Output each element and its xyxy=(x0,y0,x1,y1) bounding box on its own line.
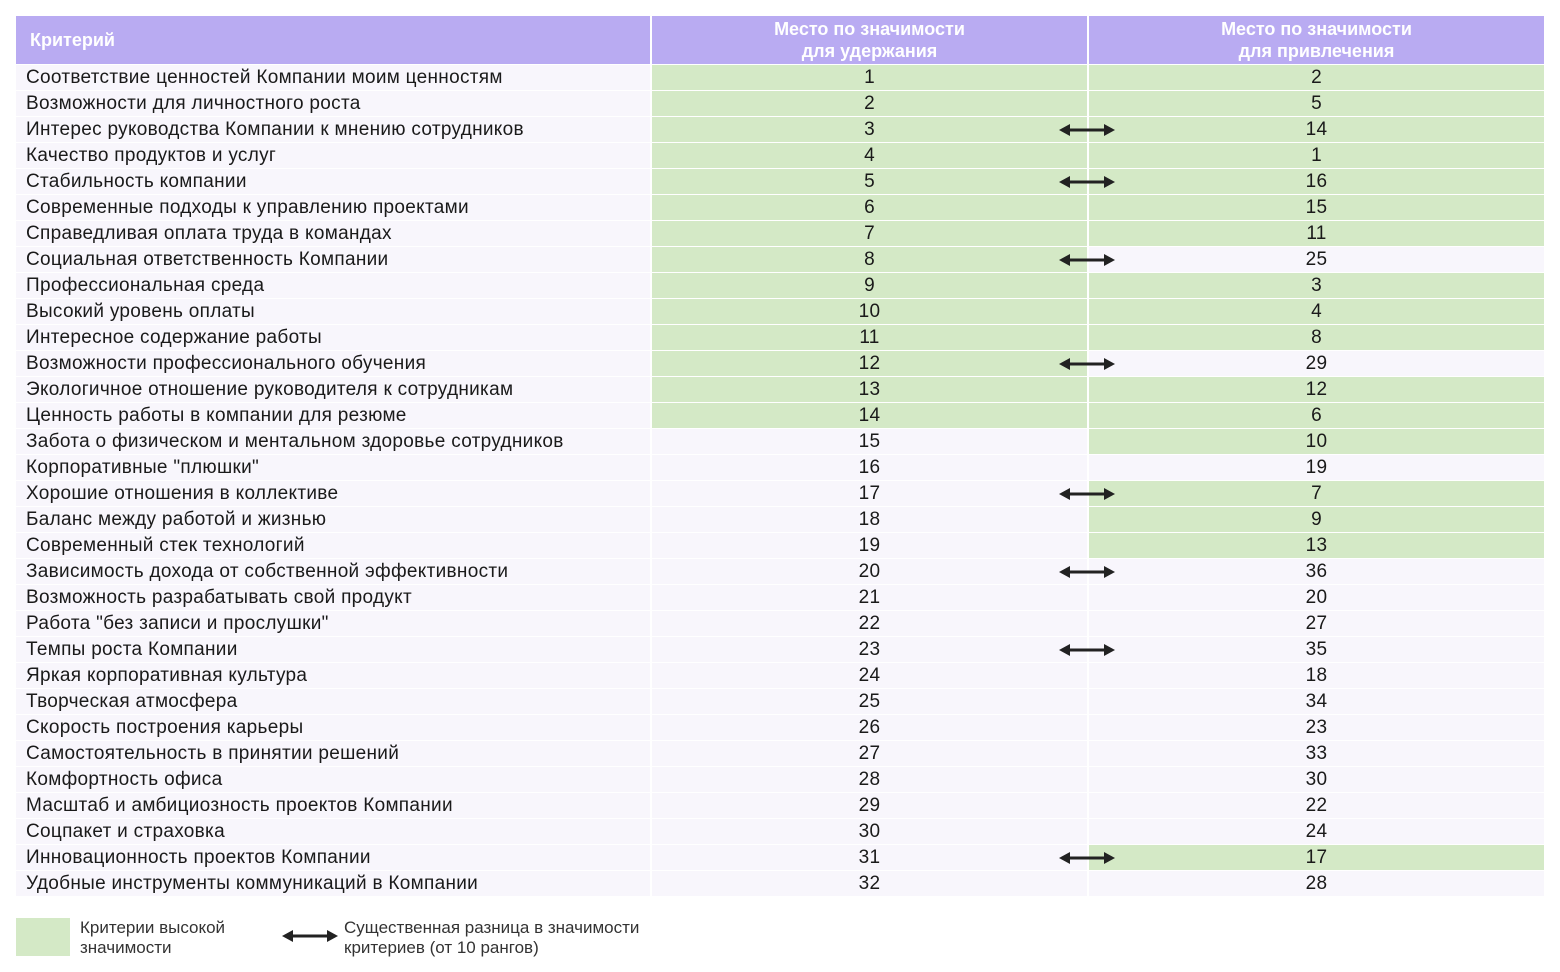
table-row xyxy=(16,818,1544,844)
attraction-rank: 5 xyxy=(1311,92,1322,114)
table-row xyxy=(16,792,1544,818)
attraction-rank: 15 xyxy=(1305,196,1328,218)
table-row xyxy=(16,168,1544,194)
attraction-rank-cell xyxy=(1087,325,1544,350)
attraction-rank: 34 xyxy=(1305,690,1328,712)
retention-rank: 13 xyxy=(650,377,1087,402)
criterion-name: Возможность разрабатывать свой продукт xyxy=(16,585,650,610)
header-attraction xyxy=(1087,16,1544,64)
attraction-rank-cell xyxy=(1087,481,1544,506)
attraction-rank: 12 xyxy=(1305,378,1328,400)
criterion-name: Хорошие отношения в коллективе xyxy=(16,481,650,506)
criterion-name: Социальная ответственность Компании xyxy=(16,247,650,272)
header-retention-line2: для удержания xyxy=(801,41,938,61)
attraction-rank-cell xyxy=(1087,533,1544,558)
criterion-name: Справедливая оплата труда в командах xyxy=(16,221,650,246)
attraction-rank: 28 xyxy=(1305,872,1328,894)
table-row xyxy=(16,220,1544,246)
attraction-rank: 35 xyxy=(1305,638,1328,660)
table-row xyxy=(16,740,1544,766)
retention-rank: 22 xyxy=(650,611,1087,636)
criterion-name: Баланс между работой и жизнью xyxy=(16,507,650,532)
attraction-rank: 4 xyxy=(1311,300,1322,322)
criterion-name: Стабильность компании xyxy=(16,169,650,194)
table-header xyxy=(16,16,1544,64)
double-arrow-icon xyxy=(1059,642,1115,658)
table-row xyxy=(16,298,1544,324)
attraction-rank-cell xyxy=(1087,793,1544,818)
table-row xyxy=(16,454,1544,480)
attraction-rank-cell xyxy=(1087,689,1544,714)
attraction-rank-cell xyxy=(1087,559,1544,584)
retention-rank: 30 xyxy=(650,819,1087,844)
attraction-rank-cell xyxy=(1087,637,1544,662)
retention-rank: 24 xyxy=(650,663,1087,688)
attraction-rank: 22 xyxy=(1305,794,1328,816)
attraction-rank-cell xyxy=(1087,143,1544,168)
retention-rank: 15 xyxy=(650,429,1087,454)
retention-rank: 3 xyxy=(650,117,1087,142)
attraction-rank-cell xyxy=(1087,351,1544,376)
table-row xyxy=(16,636,1544,662)
attraction-rank: 13 xyxy=(1305,534,1328,556)
attraction-rank-cell xyxy=(1087,377,1544,402)
criterion-name: Инновационность проектов Компании xyxy=(16,845,650,870)
attraction-rank-cell xyxy=(1087,65,1544,90)
attraction-rank-cell xyxy=(1087,663,1544,688)
table-row xyxy=(16,506,1544,532)
retention-rank: 31 xyxy=(650,845,1087,870)
criterion-name: Качество продуктов и услуг xyxy=(16,143,650,168)
retention-rank: 26 xyxy=(650,715,1087,740)
attraction-rank: 14 xyxy=(1305,118,1328,140)
criterion-name: Соответствие ценностей Компании моим ценностям xyxy=(16,65,650,90)
retention-rank: 11 xyxy=(650,325,1087,350)
retention-rank: 10 xyxy=(650,299,1087,324)
attraction-rank-cell xyxy=(1087,273,1544,298)
attraction-rank-cell xyxy=(1087,715,1544,740)
attraction-rank-cell xyxy=(1087,611,1544,636)
attraction-rank: 8 xyxy=(1311,326,1322,348)
retention-rank: 16 xyxy=(650,455,1087,480)
legend-arrow-label: Существенная разница в значимости критериев (от 10 рангов) xyxy=(344,918,640,957)
attraction-rank: 3 xyxy=(1311,274,1322,296)
criterion-name: Возможности профессионального обучения xyxy=(16,351,650,376)
attraction-rank-cell xyxy=(1087,221,1544,246)
attraction-rank: 30 xyxy=(1305,768,1328,790)
table-row xyxy=(16,428,1544,454)
retention-rank: 9 xyxy=(650,273,1087,298)
retention-rank: 12 xyxy=(650,351,1087,376)
criterion-name: Темпы роста Компании xyxy=(16,637,650,662)
attraction-rank: 17 xyxy=(1305,846,1328,868)
attraction-rank-cell xyxy=(1087,429,1544,454)
legend-high-label: Критерии высокой значимости xyxy=(80,918,226,957)
table-row xyxy=(16,246,1544,272)
legend-double-arrow-icon xyxy=(282,928,338,944)
attraction-rank: 16 xyxy=(1305,170,1328,192)
attraction-rank: 33 xyxy=(1305,742,1328,764)
double-arrow-icon xyxy=(1059,564,1115,580)
attraction-rank: 23 xyxy=(1305,716,1328,738)
ranking-table xyxy=(16,16,1544,896)
criterion-name: Высокий уровень оплаты xyxy=(16,299,650,324)
attraction-rank-cell xyxy=(1087,507,1544,532)
table-row xyxy=(16,142,1544,168)
attraction-rank: 2 xyxy=(1311,66,1322,88)
retention-rank: 14 xyxy=(650,403,1087,428)
criterion-name: Забота о физическом и ментальном здоровье сотрудников xyxy=(16,429,650,454)
retention-rank: 8 xyxy=(650,247,1087,272)
retention-rank: 17 xyxy=(650,481,1087,506)
retention-rank: 18 xyxy=(650,507,1087,532)
table-row xyxy=(16,194,1544,220)
attraction-rank-cell xyxy=(1087,195,1544,220)
attraction-rank-cell xyxy=(1087,91,1544,116)
retention-rank: 25 xyxy=(650,689,1087,714)
criterion-name: Корпоративные "плюшки" xyxy=(16,455,650,480)
attraction-rank: 10 xyxy=(1305,430,1328,452)
attraction-rank: 27 xyxy=(1305,612,1328,634)
attraction-rank-cell xyxy=(1087,585,1544,610)
criterion-name: Профессиональная среда xyxy=(16,273,650,298)
attraction-rank: 18 xyxy=(1305,664,1328,686)
criterion-name: Работа "без записи и прослушки" xyxy=(16,611,650,636)
criterion-name: Яркая корпоративная культура xyxy=(16,663,650,688)
attraction-rank-cell xyxy=(1087,169,1544,194)
attraction-rank: 19 xyxy=(1305,456,1328,478)
header-attraction-line2: для привлечения xyxy=(1238,41,1395,61)
criterion-name: Зависимость дохода от собственной эффективности xyxy=(16,559,650,584)
criterion-name: Ценность работы в компании для резюме xyxy=(16,403,650,428)
table-row xyxy=(16,610,1544,636)
table-row xyxy=(16,480,1544,506)
attraction-rank-cell xyxy=(1087,299,1544,324)
double-arrow-icon xyxy=(1059,252,1115,268)
criterion-name: Экологичное отношение руководителя к сотрудникам xyxy=(16,377,650,402)
retention-rank: 32 xyxy=(650,871,1087,896)
double-arrow-icon xyxy=(1059,174,1115,190)
table-row xyxy=(16,272,1544,298)
table-row xyxy=(16,870,1544,896)
double-arrow-icon xyxy=(1059,122,1115,138)
retention-rank: 7 xyxy=(650,221,1087,246)
double-arrow-icon xyxy=(1059,356,1115,372)
retention-rank: 23 xyxy=(650,637,1087,662)
criterion-name: Современный стек технологий xyxy=(16,533,650,558)
table-row xyxy=(16,532,1544,558)
table-row xyxy=(16,584,1544,610)
attraction-rank: 7 xyxy=(1311,482,1322,504)
header-criterion: Критерий xyxy=(30,29,115,50)
attraction-rank: 25 xyxy=(1305,248,1328,270)
attraction-rank: 20 xyxy=(1305,586,1328,608)
retention-rank: 28 xyxy=(650,767,1087,792)
retention-rank: 6 xyxy=(650,195,1087,220)
attraction-rank-cell xyxy=(1087,403,1544,428)
header-attraction-line1: Место по значимости xyxy=(1221,19,1412,39)
attraction-rank: 24 xyxy=(1305,820,1328,842)
table-row xyxy=(16,714,1544,740)
criterion-name: Интерес руководства Компании к мнению сотрудников xyxy=(16,117,650,142)
retention-rank: 4 xyxy=(650,143,1087,168)
table-body xyxy=(16,64,1544,896)
criterion-name: Интересное содержание работы xyxy=(16,325,650,350)
attraction-rank-cell xyxy=(1087,871,1544,896)
attraction-rank: 1 xyxy=(1311,144,1322,166)
legend xyxy=(16,914,916,958)
retention-rank: 29 xyxy=(650,793,1087,818)
criterion-name: Современные подходы к управлению проектами xyxy=(16,195,650,220)
table-row xyxy=(16,324,1544,350)
attraction-rank: 9 xyxy=(1311,508,1322,530)
attraction-rank: 29 xyxy=(1305,352,1328,374)
criterion-name: Комфортность офиса xyxy=(16,767,650,792)
attraction-rank-cell xyxy=(1087,845,1544,870)
table-row xyxy=(16,64,1544,90)
attraction-rank: 36 xyxy=(1305,560,1328,582)
retention-rank: 1 xyxy=(650,65,1087,90)
attraction-rank-cell xyxy=(1087,819,1544,844)
header-retention xyxy=(650,16,1087,64)
table-row xyxy=(16,766,1544,792)
table-row xyxy=(16,558,1544,584)
retention-rank: 19 xyxy=(650,533,1087,558)
table-row xyxy=(16,662,1544,688)
attraction-rank-cell xyxy=(1087,117,1544,142)
table-row xyxy=(16,90,1544,116)
criterion-name: Масштаб и амбициозность проектов Компании xyxy=(16,793,650,818)
table-row xyxy=(16,116,1544,142)
table-row xyxy=(16,350,1544,376)
criterion-name: Самостоятельность в принятии решений xyxy=(16,741,650,766)
table-row xyxy=(16,376,1544,402)
attraction-rank-cell xyxy=(1087,455,1544,480)
retention-rank: 27 xyxy=(650,741,1087,766)
criterion-name: Удобные инструменты коммуникаций в Компании xyxy=(16,871,650,896)
attraction-rank: 11 xyxy=(1306,222,1327,244)
retention-rank: 2 xyxy=(650,91,1087,116)
attraction-rank-cell xyxy=(1087,247,1544,272)
retention-rank: 21 xyxy=(650,585,1087,610)
table-row xyxy=(16,688,1544,714)
criterion-name: Возможности для личностного роста xyxy=(16,91,650,116)
legend-high-swatch xyxy=(16,918,70,956)
table-row xyxy=(16,844,1544,870)
attraction-rank: 6 xyxy=(1311,404,1322,426)
retention-rank: 20 xyxy=(650,559,1087,584)
attraction-rank-cell xyxy=(1087,741,1544,766)
header-retention-line1: Место по значимости xyxy=(774,19,965,39)
attraction-rank-cell xyxy=(1087,767,1544,792)
double-arrow-icon xyxy=(1059,850,1115,866)
criterion-name: Творческая атмосфера xyxy=(16,689,650,714)
table-row xyxy=(16,402,1544,428)
double-arrow-icon xyxy=(1059,486,1115,502)
criterion-name: Скорость построения карьеры xyxy=(16,715,650,740)
criterion-name: Соцпакет и страховка xyxy=(16,819,650,844)
retention-rank: 5 xyxy=(650,169,1087,194)
